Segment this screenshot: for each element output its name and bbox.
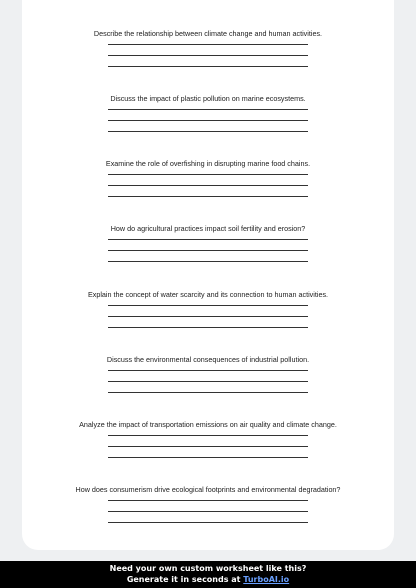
promo-footer xyxy=(0,561,416,588)
answer-line xyxy=(108,44,308,45)
question-block xyxy=(22,159,394,197)
question-text: Discuss the impact of plastic pollution on marine ecosystems. xyxy=(110,94,306,103)
question-block xyxy=(22,420,394,458)
answer-line xyxy=(108,109,308,110)
question-text: How does consumerism drive ecological footprints and environmental degradation? xyxy=(75,485,341,494)
question-block xyxy=(22,224,394,262)
answer-line xyxy=(108,435,308,436)
answer-line xyxy=(108,185,308,186)
answer-line xyxy=(108,250,308,251)
question-text: Analyze the impact of transportation emissions on air quality and climate change. xyxy=(79,420,337,429)
answer-line xyxy=(108,457,308,458)
answer-line xyxy=(108,381,308,382)
worksheet-page xyxy=(22,0,394,550)
promo-line-1: Need your own custom worksheet like this? xyxy=(109,564,307,573)
question-block xyxy=(22,94,394,132)
question-text: Explain the concept of water scarcity and its connection to human activities. xyxy=(87,290,329,299)
answer-line xyxy=(108,305,308,306)
question-block xyxy=(22,29,394,67)
turboai-link[interactable]: TurboAI.io xyxy=(243,575,290,584)
answer-line xyxy=(108,392,308,393)
answer-line xyxy=(108,261,308,262)
answer-line xyxy=(108,446,308,447)
answer-line xyxy=(108,120,308,121)
answer-line xyxy=(108,316,308,317)
answer-line xyxy=(108,131,308,132)
promo-line-2 xyxy=(0,574,416,585)
answer-line xyxy=(108,55,308,56)
question-block xyxy=(22,355,394,393)
question-text: Describe the relationship between climate change and human activities. xyxy=(93,29,323,38)
answer-line xyxy=(108,174,308,175)
answer-line xyxy=(108,196,308,197)
answer-line xyxy=(108,327,308,328)
answer-line xyxy=(108,66,308,67)
question-text: How do agricultural practices impact soil fertility and erosion? xyxy=(110,224,306,233)
question-text: Discuss the environmental consequences of industrial pollution. xyxy=(106,355,310,364)
promo-line-2-prefix: Generate it in seconds at xyxy=(126,575,244,584)
question-block xyxy=(22,485,394,523)
question-text: Examine the role of overfishing in disrupting marine food chains. xyxy=(105,159,311,168)
answer-line xyxy=(108,239,308,240)
answer-line xyxy=(108,511,308,512)
answer-line xyxy=(108,522,308,523)
answer-line xyxy=(108,500,308,501)
question-block xyxy=(22,290,394,328)
answer-line xyxy=(108,370,308,371)
